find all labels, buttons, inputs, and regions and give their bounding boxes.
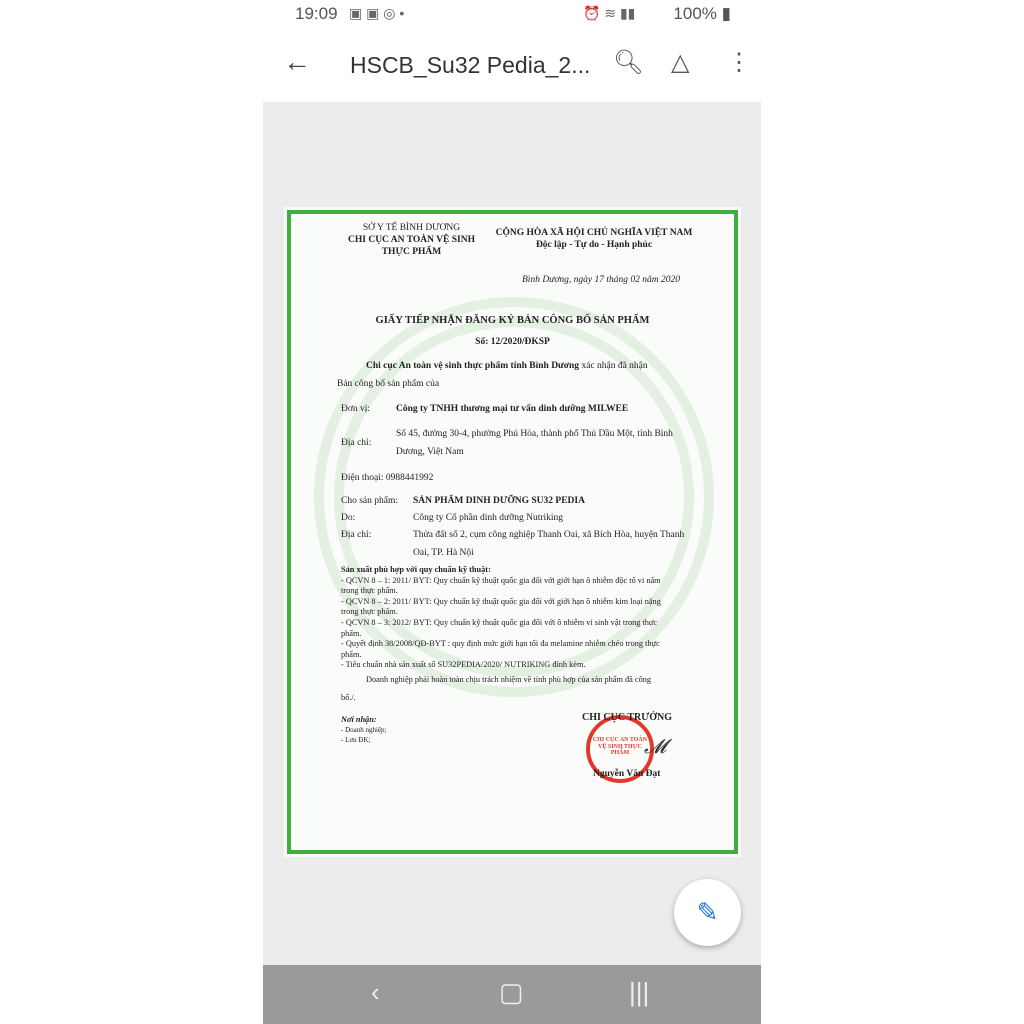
stamp-text: CHI CỤC AN TOÀN VỆ SINH THỰC PHẨM: [592, 737, 648, 757]
manufacturer-address-2: Oai, TP. Hà Nội: [413, 548, 474, 558]
product-value: SẢN PHẨM DINH DƯỠNG SU32 PEDIA: [413, 496, 585, 506]
nav-back-icon[interactable]: ‹: [371, 977, 380, 1007]
address-line-2: Dương, Việt Nam: [396, 447, 464, 457]
back-arrow-icon[interactable]: ←: [283, 46, 311, 77]
standard-line: trong thực phẩm.: [341, 607, 398, 617]
recipients-title: Nơi nhận:: [341, 715, 377, 724]
pencil-icon: ✎: [696, 897, 719, 927]
nation-line-1: CỘNG HÒA XÃ HỘI CHỦ NGHĨA VIỆT NAM: [495, 228, 693, 238]
clock: 19:09: [295, 4, 338, 23]
responsibility-line-2: bố./.: [341, 693, 356, 702]
standard-line: phẩm.: [341, 628, 362, 638]
standard-line: - Quyết định 38/2008/QĐ-BYT : quy định mức giới hạn tối đa melamine nhiễm chéo trong thực: [341, 639, 660, 649]
battery-text: 100%: [673, 4, 717, 23]
battery-level: [673, 4, 731, 24]
document-title: HSCB_Su32 Pedia_2...: [350, 52, 591, 78]
nav-home-icon[interactable]: ▢: [499, 977, 524, 1007]
product-label: Cho sản phẩm:: [341, 496, 398, 506]
edit-button[interactable]: [674, 879, 741, 946]
manufacturer-value: Công ty Cổ phần dinh dưỡng Nutriking: [413, 513, 564, 523]
app-bar: [263, 30, 761, 102]
phone: Điện thoại: 0988441992: [341, 473, 434, 483]
add-to-drive-icon[interactable]: △: [671, 49, 690, 76]
status-bar: [263, 0, 761, 30]
alarm-icon: ⏰ ≋ ▮▮: [583, 5, 636, 21]
recipient: - Lưu ĐK;: [341, 736, 371, 744]
intro-text-2: Bản công bố sản phẩm của: [337, 379, 440, 389]
shop-icon: ▣ ▣ ◎ •: [349, 5, 405, 21]
manufacturer-address-1: Thửa đất số 2, cụm công nghiệp Thanh Oai, xã Bích Hòa, huyện Thanh: [413, 530, 685, 540]
standard-line: - Tiêu chuẩn nhà sản xuất số SU32PEDIA/2020/ NUTRIKING đính kèm.: [341, 660, 586, 670]
recipient: - Doanh nghiệp;: [341, 726, 387, 734]
nav-recents-icon[interactable]: |||: [629, 977, 650, 1007]
unit-value: Công ty TNHH thương mại tư vấn dinh dưỡng MILWEE: [396, 404, 629, 414]
doc-number: Số: 12/2020/ĐKSP: [475, 337, 550, 347]
intro-text: [366, 361, 648, 372]
address-label: Địa chỉ:: [341, 438, 372, 448]
manufacturer-label: Do:: [341, 513, 356, 523]
intro-bold: Chi cục An toàn vệ sinh thực phẩm tỉnh Bình Dương: [366, 361, 580, 371]
standards-list: [341, 565, 661, 671]
manufacturer-address-label: Địa chỉ:: [341, 530, 372, 540]
standard-line: phẩm.: [341, 649, 362, 659]
signer-title: CHI CỤC TRƯỞNG: [582, 712, 673, 723]
battery-icon: ▮: [721, 4, 731, 23]
find-in-document-icon[interactable]: 🔍︎: [613, 49, 644, 76]
org-line-3: THỰC PHẨM: [381, 247, 442, 257]
document-page: [284, 207, 741, 857]
signature: 𝓜: [644, 736, 667, 758]
more-options-icon[interactable]: ⋮: [727, 49, 751, 76]
standard-line: - QCVN 8 – 2: 2011/ BYT: Quy chuẩn kỹ thuật quốc gia đối với giới hạn ô nhiễm kim loại nặng: [341, 596, 661, 606]
issue-date: Bình Dương, ngày 17 tháng 02 năm 2020: [522, 275, 681, 285]
navigation-bar: [263, 965, 761, 1024]
address-line-1: Số 45, đường 30-4, phường Phú Hòa, thành phố Thủ Dầu Một, tỉnh Bình: [396, 429, 673, 439]
intro-rest: xác nhận đã nhận: [579, 361, 648, 371]
standards-title: Sản xuất phù hợp với quy chuẩn kỹ thuật:: [341, 565, 491, 574]
org-line-2: CHI CỤC AN TOÀN VỆ SINH: [348, 235, 475, 245]
org-line-1: SỞ Y TẾ BÌNH DƯƠNG: [362, 223, 461, 233]
standard-line: - QCVN 8 – 1: 2011/ BYT: Quy chuẩn kỹ thuật quốc gia đối với giới hạn ô nhiễm độc tố vi nấm: [341, 575, 661, 585]
responsibility-line-1: Doanh nghiệp phải hoàn toàn chịu trách nhiệm về tính phù hợp của sản phẩm đã công: [366, 675, 652, 684]
standard-line: - QCVN 8 – 3: 2012/ BYT: Quy chuẩn kỹ thuật quốc gia đối với ô nhiễm vi sinh vật trong thực: [341, 617, 658, 627]
unit-label: Đơn vị:: [341, 404, 371, 414]
doc-heading: GIẤY TIẾP NHẬN ĐĂNG KÝ BẢN CÔNG BỐ SẢN PHẨM: [375, 315, 650, 326]
nation-line-2: Độc lập - Tự do - Hạnh phúc: [535, 240, 653, 250]
standard-line: trong thực phẩm.: [341, 586, 398, 596]
signer-name: Nguyễn Văn Đạt: [593, 769, 661, 779]
